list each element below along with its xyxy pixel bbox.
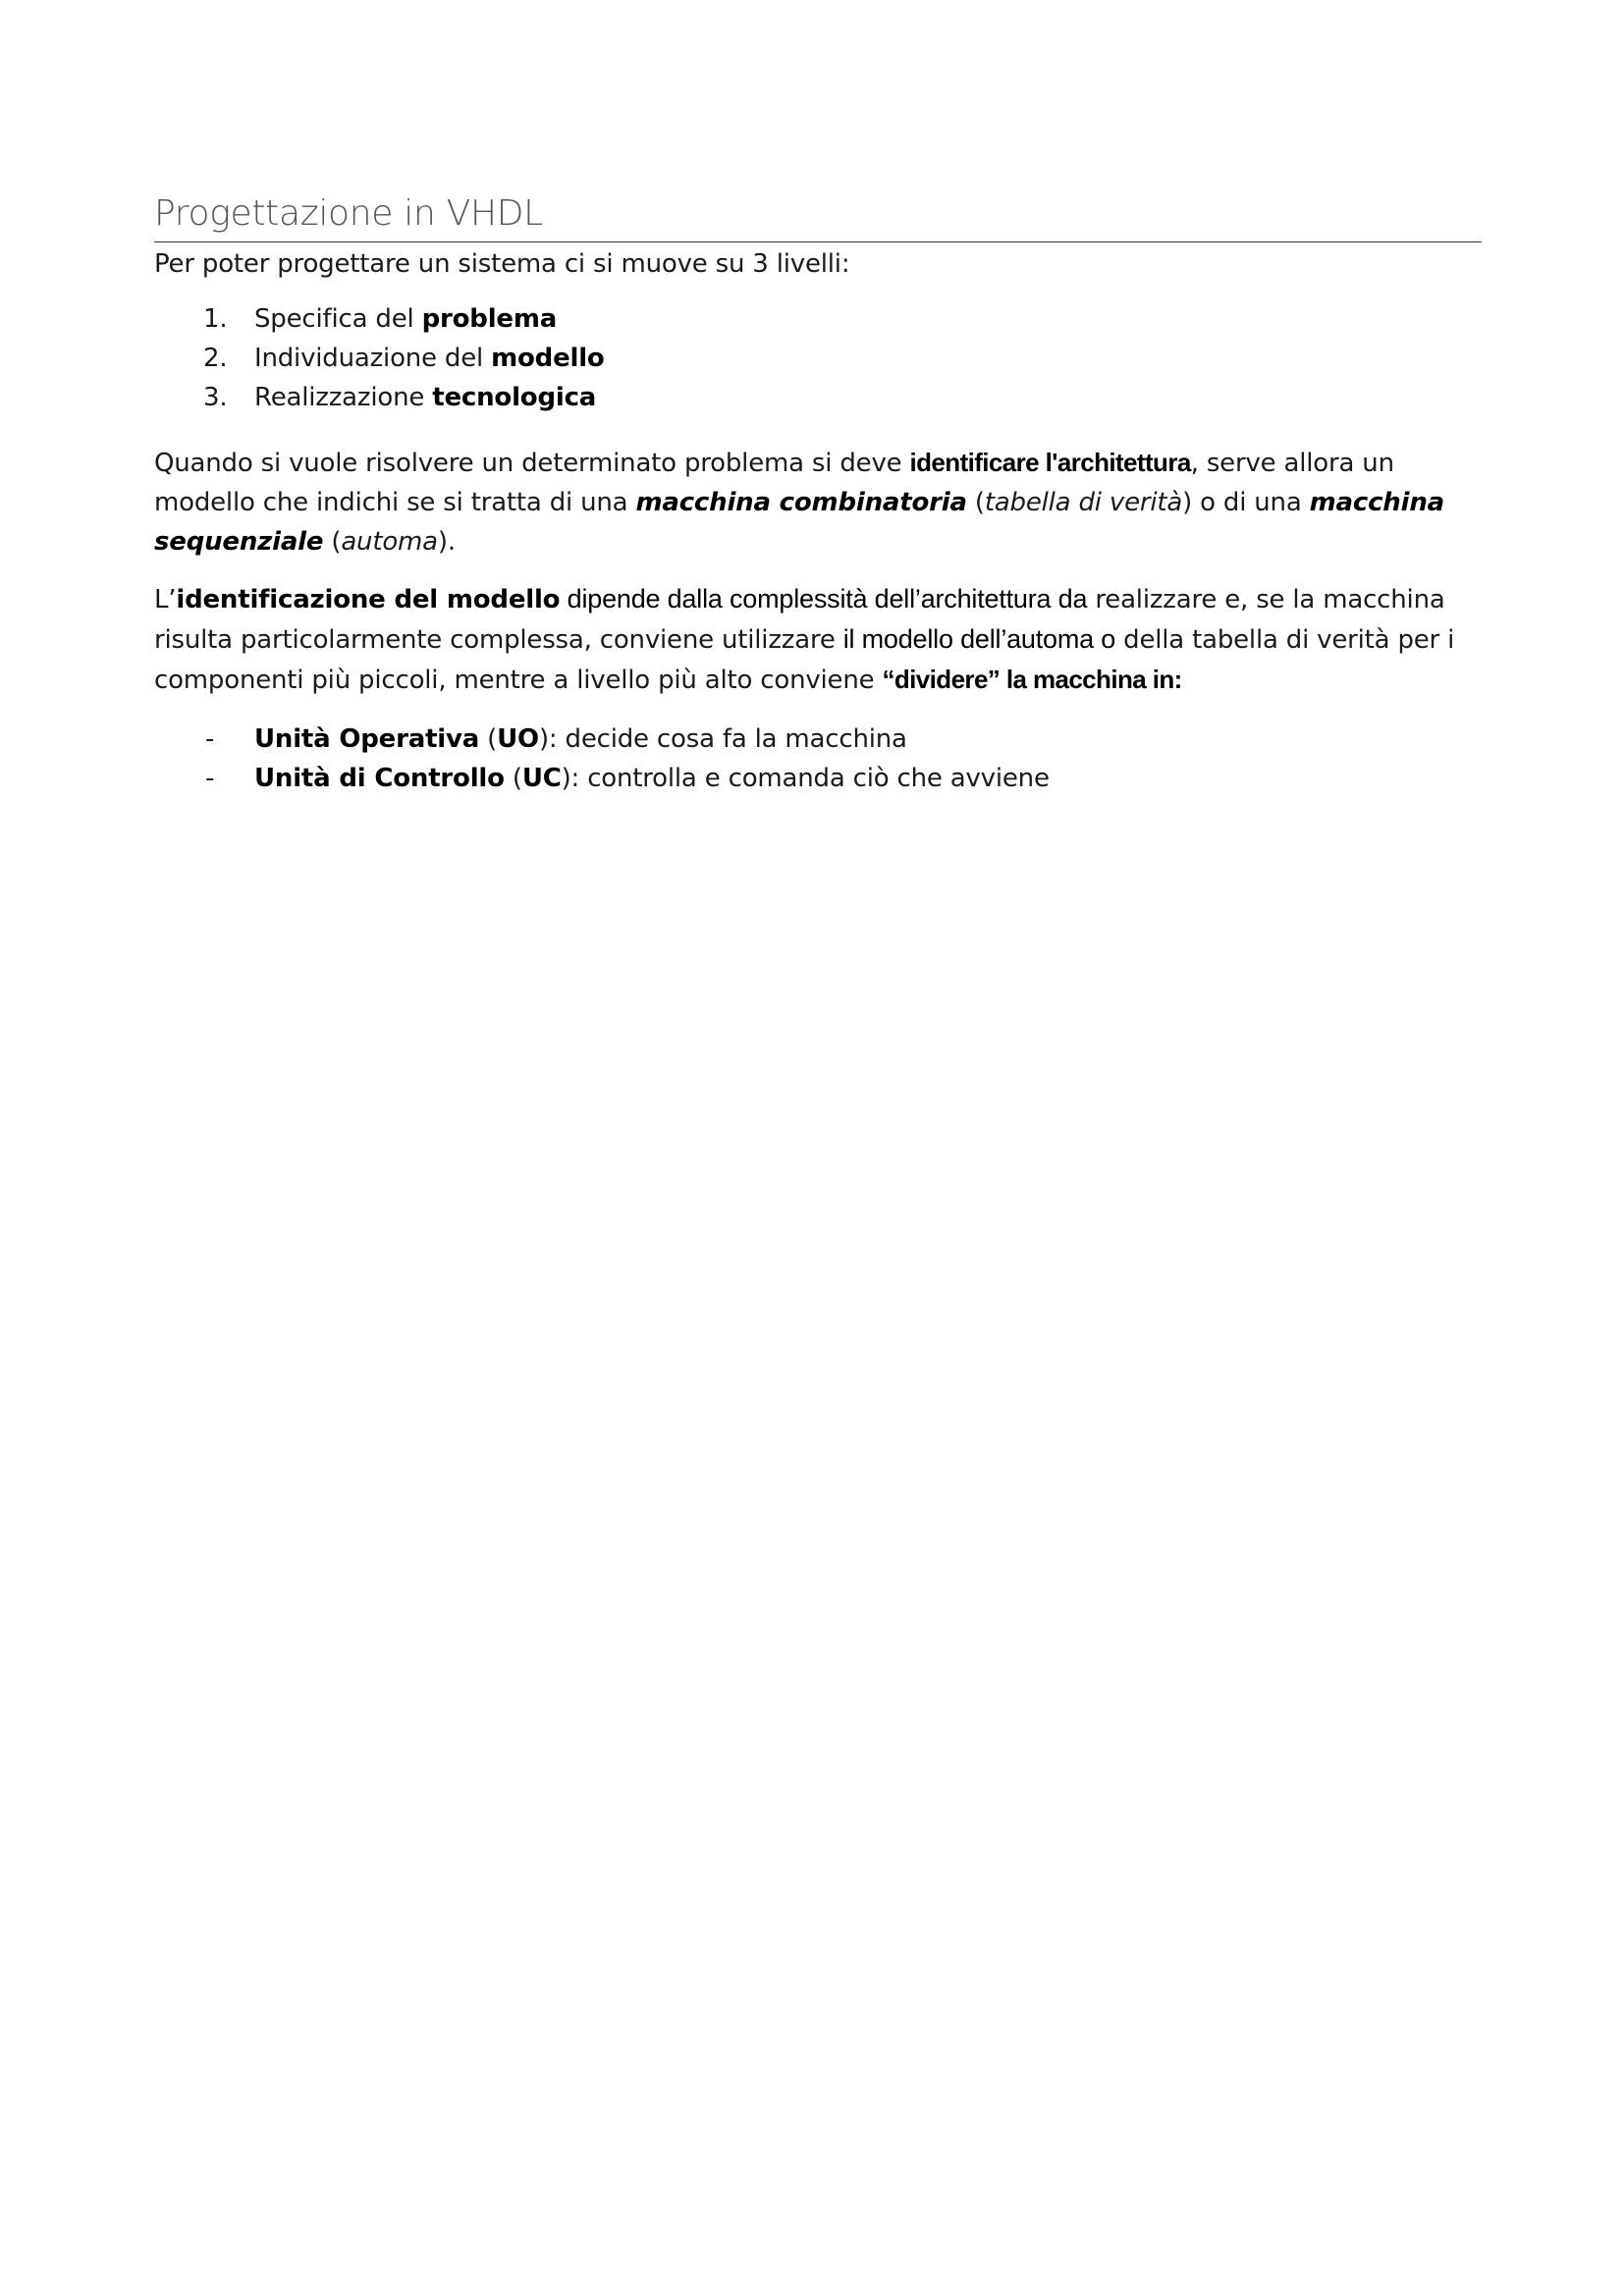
- model-paragraph: L’identificazione del modello dipende dalla complessità dell’architettura da realizzare e, se la macchina risulta particolarmente complessa, conviene utilizzare il modello dell’automa o della tabella di verità per i componenti più piccoli, mentre a livello più alto conviene “dividere” la macchina in:: [154, 584, 1455, 695]
- list-number: 2.: [203, 344, 228, 373]
- list-item: - Unità di Controllo (UC): controlla e comanda ciò che avviene: [154, 759, 1482, 798]
- list-item: 3. Realizzazione tecnologica: [154, 378, 1482, 417]
- list-dash: -: [205, 764, 215, 793]
- intro-paragraph: Per poter progettare un sistema ci si muove su 3 livelli:: [154, 249, 850, 279]
- architecture-paragraph: Quando si vuole risolvere un determinato problema si deve identificare l'architettura, serve allora un modello che indichi se si tratta di una macchina combinatoria (tabella di verità) o di una macchina sequenziale (automa).: [154, 448, 1444, 557]
- list-number: 1.: [203, 304, 228, 334]
- list-dash: -: [205, 724, 215, 754]
- list-number: 3.: [203, 383, 228, 412]
- document-page: [154, 187, 1482, 798]
- list-item: - Unità Operativa (UO): decide cosa fa la macchina: [154, 720, 1482, 759]
- levels-list: [154, 299, 1482, 417]
- section-heading: Progettazione in VHDL: [154, 187, 1482, 242]
- units-list: [154, 720, 1482, 798]
- list-item: 2. Individuazione del modello: [154, 339, 1482, 378]
- list-item: 1. Specifica del problema: [154, 299, 1482, 339]
